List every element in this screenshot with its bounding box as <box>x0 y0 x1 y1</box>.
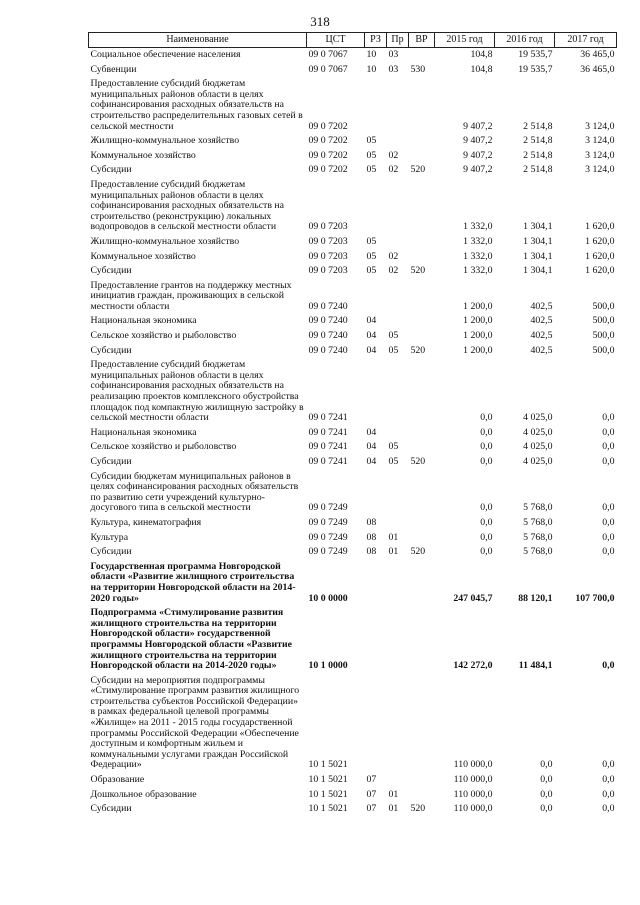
row-2017: 1 620,0 <box>585 250 615 262</box>
row-rz: 05 <box>366 149 377 161</box>
row-2015: 0,0 <box>480 426 493 438</box>
row-cst: 09 0 7240 <box>308 330 348 342</box>
table-row <box>89 470 617 516</box>
row-name: Субсидии бюджетам муниципальных районов в целях софинансирования расходных обязательств по развитию сети учреждений культурно-досугового типа в сельской местности <box>90 470 299 514</box>
row-vr <box>409 235 435 250</box>
header-cst: ЦСТ <box>307 33 365 48</box>
row-2016: 2 514,8 <box>523 120 553 132</box>
table-row <box>89 235 617 250</box>
row-vr <box>409 560 435 606</box>
table-row <box>89 358 617 426</box>
row-2015: 1 332,0 <box>463 221 493 233</box>
row-pr <box>387 674 409 773</box>
row-2017: 500,0 <box>592 315 615 327</box>
row-pr: 02 <box>388 149 399 161</box>
row-cst: 09 0 7203 <box>308 250 348 262</box>
row-vr: 520 <box>410 344 426 356</box>
row-2017: 0,0 <box>602 531 615 543</box>
row-name: Субсидии <box>90 265 132 277</box>
row-vr <box>409 314 435 329</box>
row-cst: 09 0 7203 <box>308 221 348 233</box>
header-2017: 2017 год <box>555 33 617 48</box>
row-rz <box>365 279 387 315</box>
row-rz: 07 <box>366 788 377 800</box>
row-name: Дошкольное образование <box>90 788 197 800</box>
row-pr <box>387 77 409 134</box>
row-2016: 402,5 <box>530 300 553 312</box>
row-rz: 07 <box>366 803 377 815</box>
budget-table <box>88 32 617 817</box>
row-2015: 1 332,0 <box>463 265 493 277</box>
row-pr <box>387 560 409 606</box>
row-rz: 04 <box>366 456 377 467</box>
row-cst: 10 1 5021 <box>308 788 348 800</box>
row-2016: 19 535,7 <box>518 63 553 75</box>
row-2015: 9 407,2 <box>463 164 493 176</box>
row-name: Государственная программа Новгородской области «Развитие жилищного строительства на территории Новгородской области на 2014-2020 годы» <box>90 560 296 604</box>
row-pr: 02 <box>388 250 399 262</box>
row-2017: 0,0 <box>602 660 615 672</box>
table-row <box>89 264 617 279</box>
row-rz: 05 <box>366 250 377 262</box>
row-vr <box>409 426 435 441</box>
header-name: Наименование <box>89 33 307 48</box>
row-pr: 05 <box>388 441 399 453</box>
table-row <box>89 134 617 149</box>
row-2015: 110 000,0 <box>453 774 493 786</box>
row-2015: 1 200,0 <box>463 344 493 356</box>
row-2016: 2 514,8 <box>523 164 553 176</box>
row-2016: 1 304,1 <box>523 221 553 233</box>
row-2016: 402,5 <box>530 344 553 356</box>
header-vr: ВР <box>409 33 435 48</box>
row-name: Жилищно-коммунальное хозяйство <box>90 135 240 147</box>
table-row <box>89 48 617 63</box>
row-2017: 500,0 <box>592 344 615 356</box>
header-2016: 2016 год <box>495 33 555 48</box>
table-row <box>89 344 617 359</box>
row-rz: 07 <box>366 774 377 786</box>
row-2016: 4 025,0 <box>523 456 553 467</box>
row-rz <box>365 606 387 674</box>
table-row <box>89 149 617 164</box>
row-rz: 04 <box>366 344 377 356</box>
row-2016: 2 514,8 <box>523 149 553 161</box>
row-2017: 0,0 <box>602 426 615 438</box>
table-row <box>89 314 617 329</box>
row-pr: 05 <box>388 344 399 356</box>
row-name: Сельское хозяйство и рыболовство <box>90 441 237 453</box>
table-row <box>89 560 617 606</box>
row-vr <box>409 329 435 344</box>
row-rz: 05 <box>366 164 377 176</box>
row-cst: 09 0 7241 <box>308 412 348 424</box>
row-2016: 5 768,0 <box>523 531 553 543</box>
row-pr <box>387 314 409 329</box>
header-rz: РЗ <box>365 33 387 48</box>
table-row <box>89 440 617 455</box>
row-vr <box>409 470 435 516</box>
row-pr <box>387 235 409 250</box>
row-2017: 0,0 <box>602 441 615 453</box>
row-2017: 500,0 <box>592 330 615 342</box>
row-rz: 08 <box>366 531 377 543</box>
row-cst: 09 0 7249 <box>308 516 348 528</box>
row-pr <box>387 773 409 788</box>
row-cst: 10 1 0000 <box>308 660 348 672</box>
row-name: Субсидии на мероприятия подпрограммы «Стимулирование программ развития жилищного строительства субъектов Российской Федерации» в рамках федеральной целевой программы «Жилище» на 2011 - 2015 годы государственной программы Российской Федерации «Обеспечение доступным и комфортным жильем и коммунальными услугами граждан Российской Федерации» <box>90 674 300 771</box>
row-2015: 0,0 <box>480 456 493 467</box>
row-2015: 0,0 <box>480 546 493 558</box>
row-name: Субсидии <box>90 344 132 356</box>
table-body <box>89 48 617 817</box>
row-cst: 09 0 7241 <box>308 426 348 438</box>
table-row <box>89 63 617 78</box>
row-pr: 02 <box>388 265 399 277</box>
table-row <box>89 426 617 441</box>
row-pr <box>387 470 409 516</box>
row-pr: 01 <box>388 531 399 543</box>
row-vr: 530 <box>410 63 426 75</box>
row-pr: 03 <box>388 49 399 60</box>
row-2015: 142 272,0 <box>453 660 493 672</box>
row-name: Сельское хозяйство и рыболовство <box>90 330 237 342</box>
row-name: Коммунальное хозяйство <box>90 250 196 262</box>
row-cst: 09 0 7249 <box>308 502 348 514</box>
row-rz: 04 <box>366 426 377 438</box>
row-2015: 1 200,0 <box>463 330 493 342</box>
row-rz: 10 <box>366 49 377 60</box>
row-2016: 88 120,1 <box>518 592 553 604</box>
row-rz: 04 <box>366 441 377 453</box>
row-pr <box>387 358 409 426</box>
table-header <box>89 33 617 48</box>
row-name: Субвенции <box>90 63 137 75</box>
row-vr <box>409 674 435 773</box>
table-row <box>89 606 617 674</box>
row-2017: 107 700,0 <box>575 592 615 604</box>
row-vr <box>409 77 435 134</box>
row-pr: 01 <box>388 788 399 800</box>
row-2016: 402,5 <box>530 315 553 327</box>
row-cst: 09 0 7241 <box>308 456 348 467</box>
row-rz: 05 <box>366 135 377 147</box>
table-row <box>89 516 617 531</box>
row-rz: 08 <box>366 546 377 558</box>
row-2017: 0,0 <box>602 456 615 467</box>
row-vr: 520 <box>410 164 426 176</box>
row-2015: 247 045,7 <box>453 592 493 604</box>
row-2016: 402,5 <box>530 330 553 342</box>
row-2017: 0,0 <box>602 412 615 424</box>
row-name: Национальная экономика <box>90 315 197 327</box>
row-name: Социальное обеспечение населения <box>90 49 241 60</box>
row-2015: 0,0 <box>480 441 493 453</box>
row-2016: 0,0 <box>540 759 553 771</box>
row-2017: 3 124,0 <box>585 149 615 161</box>
table-row <box>89 329 617 344</box>
header-2015: 2015 год <box>435 33 495 48</box>
row-2016: 0,0 <box>540 788 553 800</box>
row-cst: 09 0 7067 <box>308 49 348 60</box>
row-name: Культура <box>90 531 129 543</box>
table-row <box>89 802 617 817</box>
row-name: Коммунальное хозяйство <box>90 149 196 161</box>
row-cst: 09 0 7241 <box>308 441 348 453</box>
row-vr: 520 <box>410 546 426 558</box>
row-cst: 10 0 0000 <box>308 592 348 604</box>
row-rz <box>365 77 387 134</box>
row-2017: 0,0 <box>602 546 615 558</box>
row-vr <box>409 516 435 531</box>
row-2017: 3 124,0 <box>585 164 615 176</box>
table-row <box>89 773 617 788</box>
row-rz: 05 <box>366 235 377 247</box>
row-pr: 01 <box>388 803 399 815</box>
row-name: Культура, кинематография <box>90 516 202 528</box>
row-2017: 1 620,0 <box>585 221 615 233</box>
row-name: Субсидии <box>90 164 132 176</box>
row-2017: 0,0 <box>602 516 615 528</box>
row-cst: 09 0 7067 <box>308 63 348 75</box>
row-name: Национальная экономика <box>90 426 197 438</box>
row-rz <box>365 560 387 606</box>
row-cst: 10 1 5021 <box>308 803 348 815</box>
row-2016: 0,0 <box>540 803 553 815</box>
row-pr <box>387 426 409 441</box>
table-row <box>89 455 617 470</box>
row-rz: 08 <box>366 516 377 528</box>
row-cst: 09 0 7203 <box>308 265 348 277</box>
row-2016: 4 025,0 <box>523 426 553 438</box>
row-2017: 0,0 <box>602 788 615 800</box>
row-name: Субсидии <box>90 803 132 815</box>
row-2015: 1 200,0 <box>463 315 493 327</box>
row-vr <box>409 279 435 315</box>
row-2015: 0,0 <box>480 531 493 543</box>
row-rz: 04 <box>366 330 377 342</box>
row-cst: 09 0 7202 <box>308 135 348 147</box>
row-pr: 05 <box>388 456 399 467</box>
row-2016: 1 304,1 <box>523 235 553 247</box>
page-number: 318 <box>310 14 330 29</box>
row-2016: 2 514,8 <box>523 135 553 147</box>
row-2016: 1 304,1 <box>523 250 553 262</box>
row-name: Предоставление грантов на поддержку местных инициатив граждан, проживающих в сельской местности области <box>90 279 292 312</box>
row-name: Предоставление субсидий бюджетам муниципальных районов области в целях софинансирования расходных обязательств на строительство распределительных газовых сетей в сельской местности <box>90 78 303 132</box>
row-cst: 10 1 5021 <box>308 759 348 771</box>
row-vr <box>409 788 435 803</box>
row-cst: 09 0 7203 <box>308 235 348 247</box>
row-rz: 10 <box>366 63 377 75</box>
row-2017: 1 620,0 <box>585 265 615 277</box>
row-vr <box>409 149 435 164</box>
row-vr <box>409 48 435 63</box>
row-vr: 520 <box>410 456 426 467</box>
row-name: Образование <box>90 774 145 786</box>
row-name: Подпрограмма «Стимулирование развития жилищного строительства на территории Новгородской области» государственной программы Новгородской области «Развитие жилищного строительства на территории Новгородской области на 2014-2020 годы» <box>90 607 292 672</box>
table-row <box>89 788 617 803</box>
row-2015: 9 407,2 <box>463 149 493 161</box>
row-2015: 0,0 <box>480 516 493 528</box>
table-row <box>89 545 617 560</box>
row-2015: 9 407,2 <box>463 120 493 132</box>
row-vr <box>409 773 435 788</box>
row-name: Предоставление субсидий бюджетам муниципальных районов области в целях софинансирования расходных обязательств на строительство (реконструкцию) локальных водопроводов в сельской местности области <box>90 178 285 233</box>
row-pr: 01 <box>388 546 399 558</box>
row-2016: 19 535,7 <box>518 49 553 60</box>
row-pr <box>387 134 409 149</box>
row-cst: 09 0 7249 <box>308 531 348 543</box>
row-2017: 3 124,0 <box>585 135 615 147</box>
row-pr: 03 <box>388 63 399 75</box>
row-2016: 5 768,0 <box>523 516 553 528</box>
row-vr <box>409 134 435 149</box>
row-pr <box>387 279 409 315</box>
row-rz <box>365 178 387 235</box>
row-rz: 05 <box>366 265 377 277</box>
row-rz <box>365 674 387 773</box>
row-vr <box>409 358 435 426</box>
row-2015: 1 200,0 <box>463 300 493 312</box>
row-2017: 0,0 <box>602 502 615 514</box>
row-cst: 09 0 7249 <box>308 546 348 558</box>
row-2016: 4 025,0 <box>523 441 553 453</box>
table-row <box>89 279 617 315</box>
row-2015: 110 000,0 <box>453 759 493 771</box>
row-cst: 09 0 7240 <box>308 315 348 327</box>
row-2016: 5 768,0 <box>523 502 553 514</box>
row-2017: 0,0 <box>602 803 615 815</box>
row-vr <box>409 606 435 674</box>
row-2016: 11 484,1 <box>518 660 553 672</box>
row-name: Предоставление субсидий бюджетам муниципальных районов области в целях софинансирования расходных обязательств на реализацию проектов комплексного обустройства площадок под компактную жилищную застройку в сельской местности области <box>90 359 304 424</box>
row-2016: 4 025,0 <box>523 412 553 424</box>
row-2017: 3 124,0 <box>585 120 615 132</box>
row-2017: 36 465,0 <box>580 63 615 75</box>
row-2016: 5 768,0 <box>523 546 553 558</box>
row-2015: 104,8 <box>470 49 493 60</box>
row-2017: 0,0 <box>602 774 615 786</box>
row-2017: 0,0 <box>602 759 615 771</box>
table-row <box>89 674 617 773</box>
table-row <box>89 163 617 178</box>
row-vr <box>409 250 435 265</box>
row-2015: 104,8 <box>470 63 493 75</box>
row-vr: 520 <box>410 803 426 815</box>
row-vr <box>409 440 435 455</box>
row-2016: 1 304,1 <box>523 265 553 277</box>
row-rz <box>365 358 387 426</box>
row-cst: 09 0 7202 <box>308 149 348 161</box>
row-2016: 0,0 <box>540 774 553 786</box>
table-row <box>89 531 617 546</box>
row-vr <box>409 531 435 546</box>
row-pr <box>387 178 409 235</box>
row-rz <box>365 470 387 516</box>
row-cst: 09 0 7202 <box>308 164 348 176</box>
row-2015: 0,0 <box>480 502 493 514</box>
row-2017: 500,0 <box>592 300 615 312</box>
row-2015: 110 000,0 <box>453 788 493 800</box>
row-pr: 05 <box>388 330 399 342</box>
row-cst: 10 1 5021 <box>308 774 348 786</box>
row-2015: 0,0 <box>480 412 493 424</box>
row-2015: 1 332,0 <box>463 250 493 262</box>
row-rz: 04 <box>366 315 377 327</box>
row-cst: 09 0 7202 <box>308 120 348 132</box>
row-cst: 09 0 7240 <box>308 300 348 312</box>
table-row <box>89 178 617 235</box>
row-name: Жилищно-коммунальное хозяйство <box>90 235 240 247</box>
table-row <box>89 77 617 134</box>
table-row <box>89 250 617 265</box>
row-name: Субсидии <box>90 546 132 558</box>
row-pr: 02 <box>388 164 399 176</box>
row-pr <box>387 606 409 674</box>
row-cst: 09 0 7240 <box>308 344 348 356</box>
row-2015: 110 000,0 <box>453 803 493 815</box>
row-name: Субсидии <box>90 456 132 467</box>
row-2017: 1 620,0 <box>585 235 615 247</box>
row-vr <box>409 178 435 235</box>
row-2015: 1 332,0 <box>463 235 493 247</box>
row-2015: 9 407,2 <box>463 135 493 147</box>
row-2017: 36 465,0 <box>580 49 615 60</box>
header-pr: Пр <box>387 33 409 48</box>
row-pr <box>387 516 409 531</box>
row-vr: 520 <box>410 265 426 277</box>
